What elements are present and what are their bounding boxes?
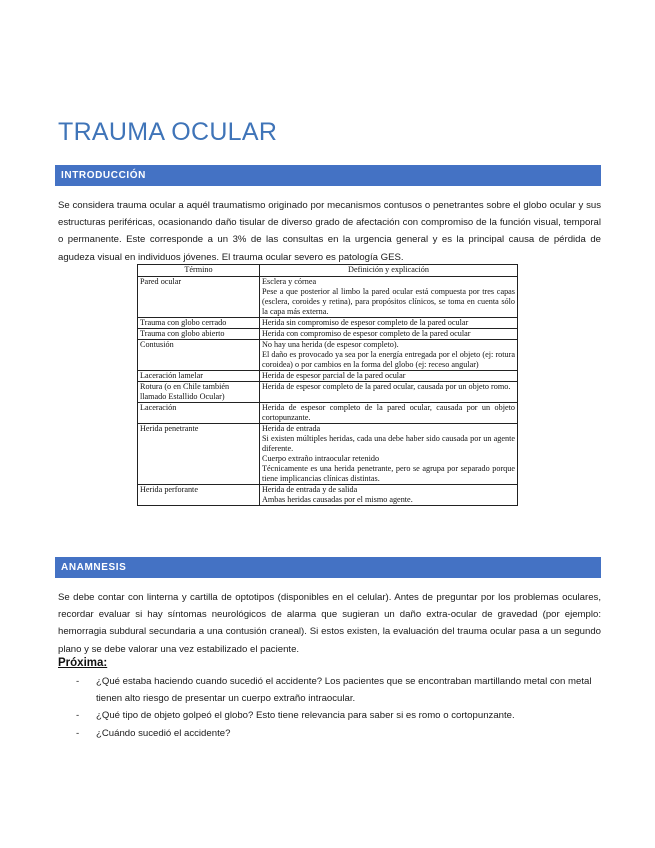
term-cell: Laceración (138, 403, 260, 424)
table-row (138, 424, 518, 485)
table-row (138, 371, 518, 382)
section-header-introduccion: INTRODUCCIÓN (55, 165, 601, 186)
definition-line: Herida con compromiso de espesor completo de la pared ocular (262, 329, 471, 338)
term-cell: Trauma con globo abierto (138, 329, 260, 340)
term-cell: Herida penetrante (138, 424, 260, 485)
question-text: ¿Cuándo sucedió el accidente? (96, 727, 231, 739)
definition-line: Cuerpo extraño intraocular retenido (262, 454, 380, 463)
definition-cell (260, 329, 518, 340)
table-header-term: Término (138, 265, 260, 277)
intro-paragraph: Se considera trauma ocular a aquél traumatismo originado por mecanismos contusos o penetrantes sobre el globo ocular y sus estructuras periféricas, ocasionando daño tisular de diverso grado de afectación con compromiso de la función visual, temporal o permanente. Este corresponde a un 3% de las consultas en la urgencia general y es la principal causa de pérdida de agudeza visual en individuos jóvenes. El trauma ocular severo es patología GES. (58, 200, 601, 263)
term-cell: Pared ocular (138, 277, 260, 318)
definition-cell (260, 371, 518, 382)
proxima-subheading: Próxima: (58, 657, 108, 669)
table-row (138, 382, 518, 403)
question-list (76, 673, 601, 742)
bullet-dash: - (76, 727, 80, 739)
list-item (76, 707, 601, 724)
definition-line: Esclera y córnea (262, 277, 317, 286)
table-row (138, 329, 518, 340)
definition-line: El daño es provocado ya sea por la energía entregada por el objeto (ej: rotura coroidea) o por cambios en la forma del globo (ej: receso angular) (262, 350, 515, 369)
section-header-anamnesis: ANAMNESIS (55, 557, 601, 578)
term-cell: Rotura (o en Chile también llamado Estallido Ocular) (138, 382, 260, 403)
definition-cell (260, 340, 518, 371)
table-row (138, 403, 518, 424)
terms-table (137, 264, 518, 506)
term-cell: Herida perforante (138, 485, 260, 506)
definition-cell (260, 318, 518, 329)
anamnesis-paragraph: Se debe contar con linterna y cartilla de optotipos (disponibles en el celular). Antes de preguntar por los problemas oculares, recordar evaluar si hay síntomas neurológicos de alarma que sugieran un daño extra-ocular de gravedad (por ejemplo: hemorragia subdural secundaria a una contusión craneal). Si estos existen, la evaluación del trauma ocular pasa a un segundo plano y se debe valorar una vez estabilizado el paciente. (58, 592, 601, 655)
definition-cell (260, 277, 518, 318)
definition-line: Herida de espesor completo de la pared ocular, causada por un objeto romo. (262, 382, 511, 391)
definition-line: Herida sin compromiso de espesor completo de la pared ocular (262, 318, 469, 327)
question-text: ¿Qué estaba haciendo cuando sucedió el accidente? Los pacientes que se encontraban martillando metal con metal tienen alto riesgo de presentar un cuerpo extraño intraocular. (96, 676, 592, 705)
bullet-dash: - (76, 676, 80, 687)
list-item (76, 673, 601, 707)
definition-line: Herida de entrada (262, 424, 321, 433)
definition-cell (260, 403, 518, 424)
definition-cell (260, 485, 518, 506)
definition-line: Herida de espesor completo de la pared ocular, causada por un objeto cortopunzante. (262, 403, 515, 422)
table-row (138, 340, 518, 371)
term-cell: Laceración lamelar (138, 371, 260, 382)
definition-cell (260, 382, 518, 403)
table-row (138, 318, 518, 329)
question-text: ¿Qué tipo de objeto golpeó el globo? Esto tiene relevancia para saber si es romo o cortopunzante. (96, 710, 515, 722)
definition-line: Herida de entrada y de salida (262, 485, 358, 494)
bullet-dash: - (76, 710, 80, 722)
table-body (138, 277, 518, 506)
table-header-definition: Definición y explicación (260, 265, 518, 277)
table-header-row (138, 265, 518, 277)
definition-line: Si existen múltiples heridas, cada una debe haber sido causada por un agente diferente. (262, 434, 515, 453)
definition-cell (260, 424, 518, 485)
definition-line: No hay una herida (de espesor completo). (262, 340, 399, 349)
term-cell: Trauma con globo cerrado (138, 318, 260, 329)
definition-line: Ambas heridas causadas por el mismo agente. (262, 495, 413, 504)
table-row (138, 485, 518, 506)
term-cell: Contusión (138, 340, 260, 371)
definition-line: Pese a que posterior al limbo la pared ocular está compuesta por tres capas (esclera, coroides y retina), para propósitos clínicos, se toma en cuenta sólo la capa más externa. (262, 287, 515, 316)
definition-line: Técnicamente es una herida penetrante, pero se agrupa por separado porque tiene implicancias clínicas distintas. (262, 464, 515, 483)
list-item (76, 725, 601, 742)
definition-line: Herida de espesor parcial de la pared ocular (262, 371, 406, 380)
page-title: TRAUMA OCULAR (58, 118, 278, 146)
table-row (138, 277, 518, 318)
